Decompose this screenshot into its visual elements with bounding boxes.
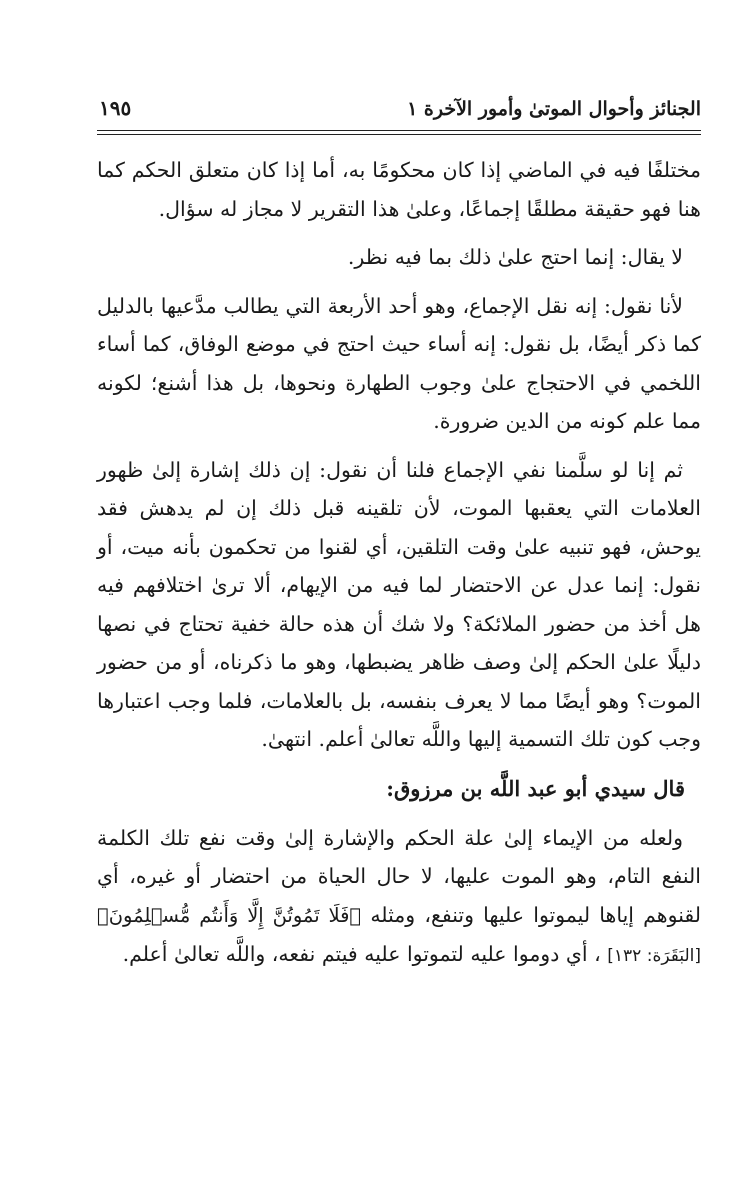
page-body bbox=[97, 151, 701, 976]
paragraph: لأنا نقول: إنه نقل الإجماع، وهو أحد الأربعة التي يطالب مدَّعيها بالدليل كما ذكر أيضًا، بل نقول: إنه أساء حيث احتج في موضع الوفاق، كما أساء اللخمي في الاحتجاج علىٰ وجوب الطهارة ونحوها، بل هذا أشنع؛ لكونه مما علم كونه من الدين ضرورة. bbox=[97, 293, 701, 433]
book-title: الجنائز وأحوال الموتىٰ وأمور الآخرة ١ bbox=[407, 98, 701, 120]
page-number: ١٩٥ bbox=[99, 96, 132, 120]
paragraph: ثم إنا لو سلَّمنا نفي الإجماع فلنا أن نقول: إن ذلك إشارة إلىٰ ظهور العلامات التي يعقبها الموت، لأن تلقينه قبل ذلك إن لم يدهش فقد يوحش، فهو تنبيه علىٰ وقت التلقين، أي لقنوا من تحكمون بأنه ميت، أو نقول: إنما عدل عن الاحتضار لما فيه من الإيهام، ألا ترىٰ اختلافهم فيه هل أخذ من حضور الملائكة؟ ولا شك أن هذه حالة خفية تحتاج في نصها دليلًا علىٰ الحكم إلىٰ وصف ظاهر يضبطها، وهو ما ذكرناه، أو من حضور الموت؟ وهو أيضًا مما لا يعرف بنفسه، بل بالعلامات، فلما وجب اعتبارها وجب كون تلك التسمية إليها واللَّه تعالىٰ أعلم. انتهىٰ. bbox=[97, 457, 701, 751]
surah-reference: [البَقَرَة: ١٣٢] bbox=[607, 946, 701, 966]
book-page bbox=[97, 90, 701, 986]
section-heading: قال سيدي أبو عبد اللَّه بن مرزوق: bbox=[386, 775, 685, 801]
paragraph: لا يقال: إنما احتج علىٰ ذلك بما فيه نظر. bbox=[347, 245, 683, 269]
paragraph-text-start: ولعله من الإيماء إلىٰ علة الحكم والإشارة إلىٰ وقت نفع تلك الكلمة النفع التام، وهو الموت عليها، لا حال الحياة من احتضار أو غيره، أي لقنوهم إياها ليموتوا عليها وتنفع، ومثله bbox=[97, 825, 701, 927]
running-header bbox=[97, 90, 701, 131]
paragraph: مختلفًا فيه في الماضي إذا كان محكومًا به، أما إذا كان متعلق الحكم كما هنا فهو حقيقة مطلقًا إجماعًا، وعلىٰ هذا التقرير لا مجاز له سؤال. bbox=[97, 158, 701, 221]
quran-verse: ﴿فَلَا تَمُوتُنَّ إِلَّا وَأَنتُم مُّسۡلِمُونَ﴾ bbox=[97, 903, 362, 927]
paragraph-text-end: ، أي دوموا عليه لتموتوا عليه فيتم نفعه، واللَّه تعالىٰ أعلم. bbox=[122, 942, 601, 966]
paragraph-with-quran bbox=[97, 819, 701, 976]
